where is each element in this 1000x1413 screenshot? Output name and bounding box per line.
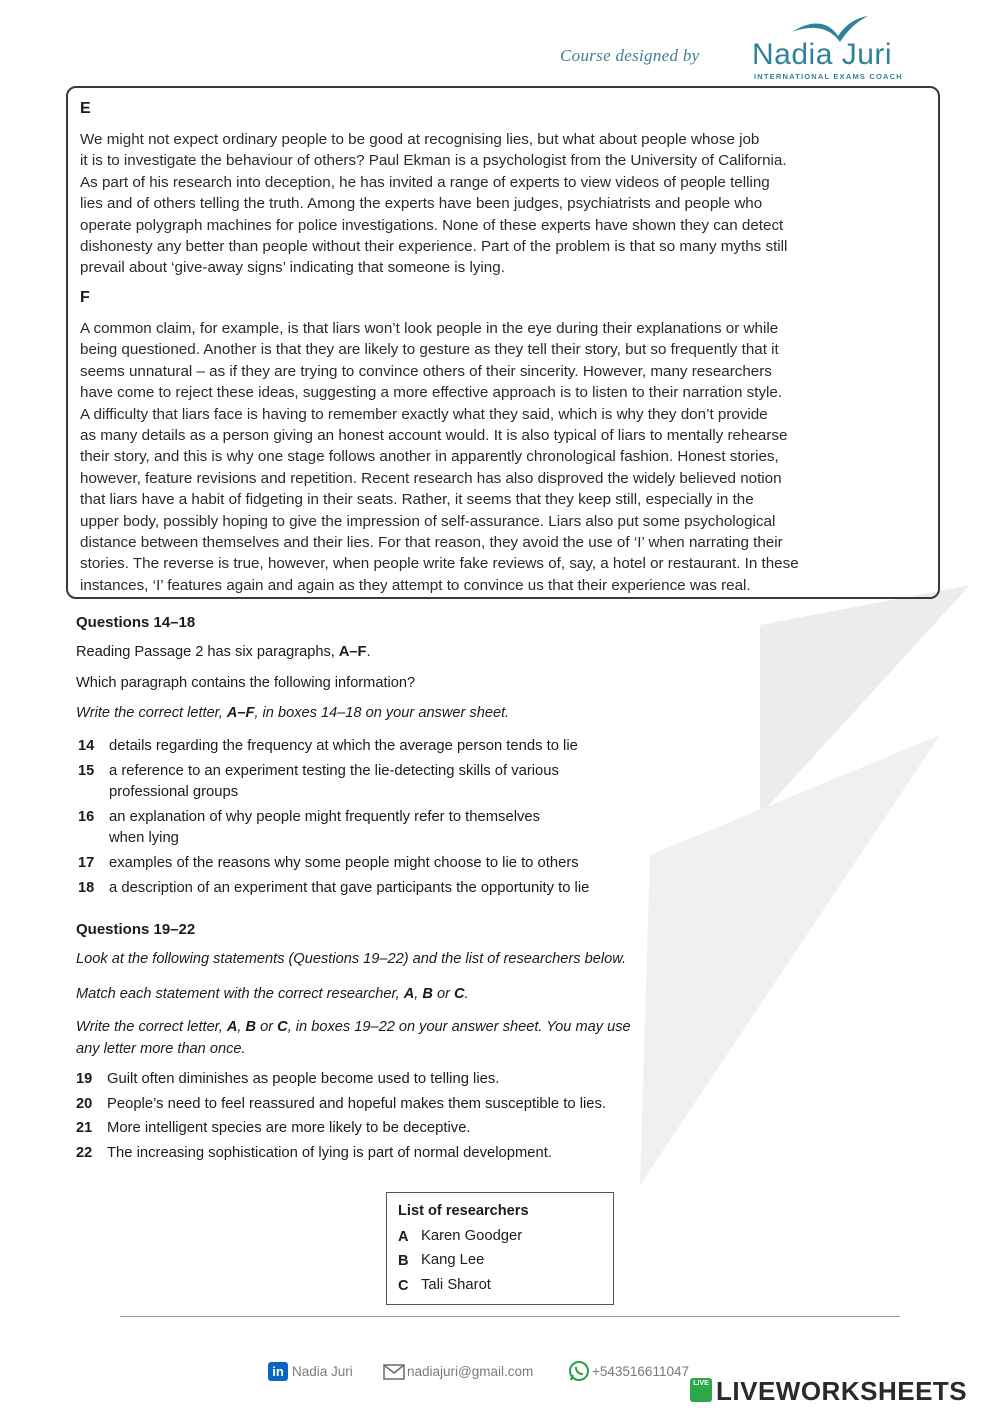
paragraph-f	[80, 318, 799, 596]
liveworksheets-logo-icon: LIVE	[690, 1378, 712, 1402]
question-text: People’s need to feel reassured and hopeful makes them susceptible to lies.	[107, 1096, 607, 1112]
question-text: a description of an experiment that gave participants the opportunity to lie	[109, 880, 590, 896]
paragraph-f-line: stories. The reverse is true, however, when people write fake reviews of, say, a hotel or restaurant. In these	[80, 555, 799, 573]
footer-rule	[120, 1316, 900, 1317]
paragraph-f-letter: F	[80, 289, 90, 306]
paragraph-e-line: As part of his research into deception, he has invited a range of experts to view videos of people telling	[80, 173, 770, 191]
linkedin-name[interactable]: Nadia Juri	[292, 1364, 353, 1379]
q19-22-look-instruction: Look at the following statements (Questions 19–22) and the list of researchers below.	[76, 951, 627, 967]
q19-22-write-instruction-continued: any letter more than once.	[76, 1041, 246, 1057]
researcher-letter: A	[398, 1229, 409, 1245]
question-number: 14	[78, 738, 95, 754]
course-designed-by-label: Course designed by	[560, 46, 700, 65]
question-text: details regarding the frequency at which the average person tends to lie	[109, 738, 578, 754]
questions-19-22-heading: Questions 19–22	[76, 921, 196, 938]
q19-22-write-instruction: Write the correct letter, A, B or C, in boxes 19–22 on your answer sheet. You may use	[76, 1019, 631, 1035]
paragraph-f-line: as many details as a person giving an honest account would. It is also typical of liars to mentally rehearse	[80, 427, 788, 445]
researcher-name: Kang Lee	[421, 1252, 485, 1268]
email-icon	[383, 1364, 405, 1380]
question-number: 21	[76, 1120, 93, 1136]
q14-18-write-instruction: Write the correct letter, A–F, in boxes 14–18 on your answer sheet.	[76, 705, 510, 721]
researcher-name: Tali Sharot	[421, 1277, 491, 1293]
paragraph-e-line: prevail about ‘give-away signs’ indicating that someone is lying.	[80, 259, 505, 277]
liveworksheets-wordmark: LIVEWORKSHEETS	[716, 1376, 968, 1406]
question-text: Guilt often diminishes as people become used to telling lies.	[107, 1071, 500, 1087]
phone-number[interactable]: +543516611047	[592, 1364, 689, 1379]
paragraph-f-line: upper body, possibly hoping to give the impression of self-assurance. Liars also put some psychological	[80, 512, 776, 530]
q14-18-intro: Reading Passage 2 has six paragraphs, A–F.	[76, 644, 371, 660]
paragraph-f-line: distance between themselves and their lies. For that reason, they avoid the use of ‘I’ when narrating their	[80, 534, 783, 552]
question-number: 15	[78, 763, 95, 779]
q19-22-match-instruction: Match each statement with the correct researcher, A, B or C.	[76, 986, 469, 1002]
question-number: 19	[76, 1071, 93, 1087]
watermark-shape	[640, 585, 1000, 1225]
paragraph-e-line: We might not expect ordinary people to be good at recognising lies, but what about people whose job	[80, 131, 760, 148]
paragraph-e-line: lies and of others telling the truth. Among the experts have been judges, psychiatrists and people who	[80, 195, 763, 213]
paragraph-f-line: A common claim, for example, is that liars won’t look people in the eye during their explanations or while	[80, 320, 779, 337]
question-text: examples of the reasons why some people might choose to lie to others	[109, 855, 579, 871]
paragraph-f-line: seems unnatural – as if they are trying to convince others of their sincerity. However, many researchers	[80, 362, 772, 380]
paragraph-f-line: A difficulty that liars face is having to remember exactly what they said, which is why they don’t provide	[80, 405, 768, 423]
email-address[interactable]: nadiajuri@gmail.com	[407, 1364, 534, 1379]
question-text: a reference to an experiment testing the lie-detecting skills of various	[109, 763, 559, 779]
brand-name: Nadia Juri	[752, 38, 893, 71]
paragraph-e-letter: E	[80, 100, 91, 117]
whatsapp-icon	[568, 1360, 590, 1382]
paragraph-e	[80, 129, 787, 279]
paragraph-f-line: that liars have a habit of fidgeting in their seats. Rather, it seems that they keep still, especially in the	[80, 491, 754, 509]
researchers-title: List of researchers	[398, 1203, 529, 1219]
q14-18-which: Which paragraph contains the following information?	[76, 675, 416, 691]
brand-subtitle: INTERNATIONAL EXAMS COACH	[754, 72, 903, 81]
researcher-name: Karen Goodger	[421, 1228, 523, 1244]
linkedin-icon: in	[268, 1362, 288, 1381]
paragraph-f-line: their story, and this is why one stage follows another in apparently chronological fashion. Honest stories,	[80, 448, 779, 466]
question-number: 22	[76, 1145, 93, 1161]
paragraph-e-line: dishonesty any better than people without their experience. Part of the problem is that so many myths still	[80, 238, 788, 256]
researcher-letter: C	[398, 1278, 409, 1294]
question-text: an explanation of why people might frequently refer to themselves	[109, 809, 541, 825]
paragraph-f-line: instances, ‘I’ features again and again as they attempt to convince us that their experience was real.	[80, 576, 751, 594]
question-number: 17	[78, 855, 95, 871]
question-text: The increasing sophistication of lying is part of normal development.	[107, 1145, 552, 1161]
paragraph-e-line: it is to investigate the behaviour of others? Paul Ekman is a psychologist from the University of California.	[80, 152, 787, 170]
researcher-letter: B	[398, 1253, 409, 1269]
paragraph-e-line: operate polygraph machines for police investigations. None of these experts have shown they can detect	[80, 216, 784, 234]
question-number: 20	[76, 1096, 93, 1112]
question-text-continued: when lying	[109, 830, 179, 846]
question-text: More intelligent species are more likely to be deceptive.	[107, 1120, 471, 1136]
question-number: 16	[78, 809, 95, 825]
questions-14-18-heading: Questions 14–18	[76, 614, 196, 631]
paragraph-f-line: have come to reject these ideas, suggesting a more effective approach is to listen to their narration style.	[80, 384, 783, 402]
question-text-continued: professional groups	[109, 784, 239, 800]
paragraph-f-line: being questioned. Another is that they are likely to gesture as they tell their story, but so frequently that it	[80, 341, 779, 359]
paragraph-f-line: however, feature revisions and repetition. Recent research has also disproved the widely believed notion	[80, 469, 782, 487]
question-number: 18	[78, 880, 95, 896]
